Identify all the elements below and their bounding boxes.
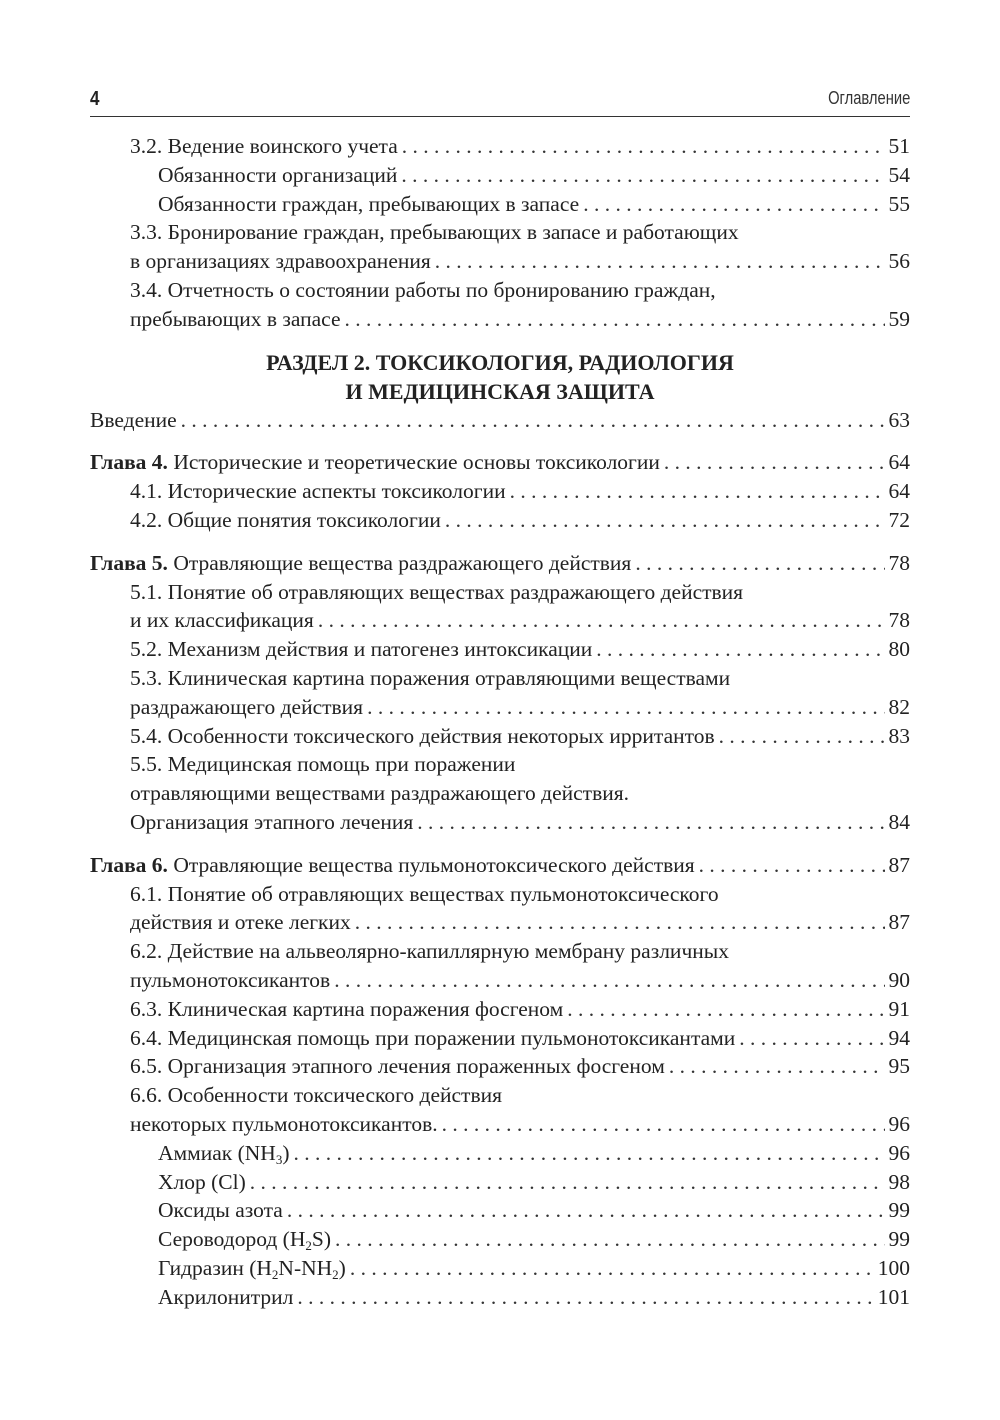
toc-chapter-4[interactable]: Глава 4. Исторические и теоретические основы токсикологии . . . 64 (90, 448, 910, 477)
toc-entry[interactable]: 6.3. Клиническая картина поражения фосгеном . . . 91 (90, 995, 910, 1024)
toc-substance[interactable]: Сероводород $(H_2S)$ . . . 99 (90, 1225, 910, 1254)
toc-substance[interactable]: Хлор (Cl) . . . 98 (90, 1168, 910, 1197)
toc-entry-line[interactable]: 3.4. Отчетность о состоянии работы по бронированию граждан, (90, 276, 910, 305)
toc-entry[interactable]: 5.2. Механизм действия и патогенез интоксикации . . . 80 (90, 635, 910, 664)
toc-entry-line[interactable]: 6.1. Понятие об отравляющих веществах пульмонотоксического (90, 880, 910, 909)
toc-entry[interactable]: действия и отеке легких . . . 87 (90, 908, 910, 937)
table-of-contents (90, 132, 910, 1311)
toc-entry-line[interactable]: 6.2. Действие на альвеолярно-капиллярную мембрану различных (90, 937, 910, 966)
toc-entry[interactable]: и их классификация . . . 78 (90, 606, 910, 635)
toc-entry-line[interactable]: 5.3. Клиническая картина поражения отравляющими веществами (90, 664, 910, 693)
toc-entry[interactable]: в организациях здравоохранения . . . 56 (90, 247, 910, 276)
toc-entry[interactable]: 6.4. Медицинская помощь при поражении пульмонотоксикантами . . . 94 (90, 1024, 910, 1053)
toc-entry[interactable]: 4.2. Общие понятия токсикологии . . . 72 (90, 506, 910, 535)
page-header (90, 86, 910, 117)
toc-substance[interactable]: Аммиак $(NH_3)$ . . . 96 (90, 1139, 910, 1168)
toc-entry-line[interactable]: 3.3. Бронирование граждан, пребывающих в запасе и работающих (90, 218, 910, 247)
toc-entry[interactable]: 6.5. Организация этапного лечения пораженных фосгеном . . . 95 (90, 1052, 910, 1081)
toc-entry[interactable]: 5.4. Особенности токсического действия некоторых ирритантов . . . 83 (90, 722, 910, 751)
toc-entry[interactable]: раздражающего действия . . . 82 (90, 693, 910, 722)
toc-substance[interactable]: Гидразин $(H_2N-NH_2)$ . . . 100 (90, 1254, 910, 1283)
page-number: 4 (90, 88, 100, 110)
toc-entry-line[interactable]: 5.1. Понятие об отравляющих веществах раздражающего действия (90, 578, 910, 607)
section-heading: РАЗДЕЛ 2. ТОКСИКОЛОГИЯ, РАДИОЛОГИЯ И МЕДИЦИНСКАЯ ЗАЩИТА (266, 349, 734, 404)
toc-entry[interactable]: 3.2. Ведение воинского учета . . . 51 (90, 132, 910, 161)
toc-chapter-5[interactable]: Глава 5. Отравляющие вещества раздражающего действия . . . 78 (90, 549, 910, 578)
toc-entry-line[interactable]: отравляющими веществами раздражающего действия. (90, 779, 910, 808)
toc-entry[interactable]: некоторых пульмонотоксикантов. . . . 96 (90, 1110, 910, 1139)
toc-entry[interactable]: Организация этапного лечения . . . 84 (90, 808, 910, 837)
toc-entry-line[interactable]: 5.5. Медицинская помощь при поражении (90, 750, 910, 779)
toc-substance[interactable]: Оксиды азота . . . 99 (90, 1196, 910, 1225)
toc-entry[interactable]: Обязанности граждан, пребывающих в запасе . . . 55 (90, 190, 910, 219)
toc-substance[interactable]: Акрилонитрил . . . 101 (90, 1283, 910, 1312)
toc-chapter-6[interactable]: Глава 6. Отравляющие вещества пульмонотоксического действия . . . 87 (90, 851, 910, 880)
running-title: Оглавление (827, 88, 910, 108)
toc-entry[interactable]: пульмонотоксикантов . . . 90 (90, 966, 910, 995)
toc-entry-line[interactable]: 6.6. Особенности токсического действия (90, 1081, 910, 1110)
toc-entry-intro[interactable]: Введение . . . 63 (90, 406, 910, 435)
toc-entry[interactable]: 4.1. Исторические аспекты токсикологии . . . 64 (90, 477, 910, 506)
toc-entry[interactable]: пребывающих в запасе . . . 59 (90, 305, 910, 334)
toc-entry[interactable]: Обязанности организаций . . . 54 (90, 161, 910, 190)
